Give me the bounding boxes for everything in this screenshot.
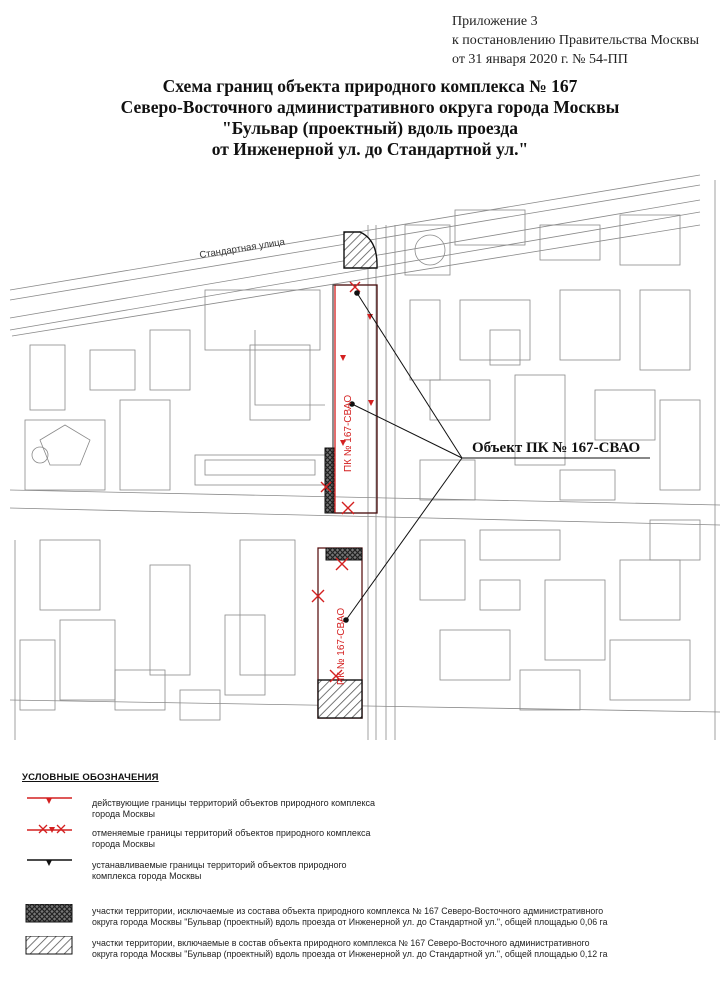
title-line-2: Северо-Восточного административного округа города Москвы bbox=[120, 97, 620, 117]
object-label: Объект ПК № 167-СВАО bbox=[472, 440, 641, 456]
legend-item-4-line-1: участки территории, исключаемые из состава объекта природного комплекса № 167 Северо-Восточного административного bbox=[92, 906, 604, 916]
cancelled-boundary-symbol bbox=[22, 824, 82, 840]
south-zone-label: ПК № 167-СВАО bbox=[336, 607, 347, 685]
legend bbox=[22, 772, 712, 959]
title-line-1: Схема границ объекта природного комплекса № 167 bbox=[162, 76, 578, 96]
legend-item-2-line-2: города Москвы bbox=[92, 839, 155, 849]
legend-title: УСЛОВНЫЕ ОБОЗНАЧЕНИЯ bbox=[22, 772, 159, 783]
street-label: Стандартная улица bbox=[198, 236, 286, 261]
legend-item-3-line-2: комплекса города Москвы bbox=[92, 871, 202, 881]
appendix-line-2: к постановлению Правительства Москвы bbox=[452, 33, 700, 48]
appendix-line-1: Приложение 3 bbox=[452, 14, 538, 29]
legend-item-1-line-2: города Москвы bbox=[92, 809, 155, 819]
north-existing-boundary bbox=[335, 285, 377, 513]
new-boundary-symbol bbox=[22, 856, 82, 870]
legend-item-3-line-1: устанавливаемые границы территорий объектов природного bbox=[92, 860, 347, 870]
legend-item-4-line-2: округа города Москвы "Бульвар (проектный) вдоль проезда от Инженерной ул. до Стандартной ул.", общей площадью 0,06 га bbox=[92, 917, 608, 927]
legend-item-1-line-1: действующие границы территорий объектов природного комплекса bbox=[92, 798, 376, 808]
legend-item-2-line-1: отменяемые границы территорий объектов природного комплекса bbox=[92, 828, 371, 838]
legend-item-5-line-1: участки территории, включаемые в состав объекта природного комплекса № 167 Северо-Восточного административного bbox=[92, 938, 590, 948]
north-zone bbox=[321, 232, 377, 514]
legend-item-5-line-2: округа города Москвы "Бульвар (проектный) вдоль проезда от Инженерной ул. до Стандартной ул.", общей площадью 0,12 га bbox=[92, 949, 608, 959]
appendix-line-3: от 31 января 2020 г. № 54-ПП bbox=[452, 52, 628, 67]
north-included-area bbox=[344, 232, 377, 268]
excluded-area-symbol bbox=[22, 904, 82, 924]
title-line-3: "Бульвар (проектный) вдоль проезда bbox=[222, 118, 518, 138]
title-line-4: от Инженерной ул. до Стандартной ул." bbox=[211, 139, 529, 159]
south-zone bbox=[312, 548, 362, 718]
south-excluded-area bbox=[326, 548, 362, 560]
included-area-symbol bbox=[22, 936, 82, 956]
existing-boundary-symbol bbox=[22, 794, 82, 808]
north-zone-label: ПК № 167-СВАО bbox=[343, 394, 354, 472]
